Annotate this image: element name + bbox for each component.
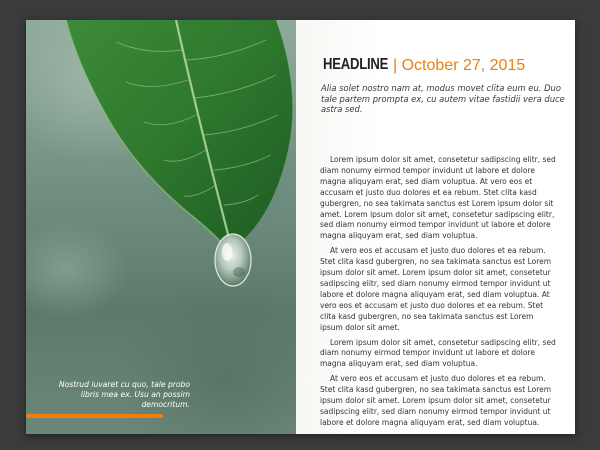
- photo-caption: Nostrud iuvaret cu quo, tale probo libris mea ex. Usu an possim democritum.: [58, 380, 190, 409]
- leaf-photo: [26, 20, 296, 434]
- brochure-page: [26, 20, 575, 434]
- article-intro: Alia solet nostro nam at, modus movet clita eum eu. Duo tale partem prompta ex, cu autem vitae fastidii vera duce astra sed.: [321, 83, 565, 115]
- leaf-with-water-drop-image: [26, 20, 296, 434]
- body-paragraph: Lorem ipsum dolor sit amet, consetetur sadipscing elitr, sed diam nonumy eirmod tempor invidunt ut labore et dolore magna aliquyam erat, sed diam voluptua.: [320, 337, 556, 369]
- body-paragraph: Lorem ipsum dolor sit amet, consetetur sadipscing elitr, sed diam nonumy eirmod tempor invidunt ut labore et dolore magna aliquyam erat, sed diam voluptua. At vero eos et accusam et justo duo dolores et ea rebum. Stet clita kasd gubergren, no sea takimata sanctus est Lorem ipsum dolor sit amet. Lorem ipsum dolor sit amet, consetetur sadipscing elitr, sed diam nonumy eirmod tempor invidunt ut labore et dolore magna aliquyam erat, sed diam voluptua.: [320, 155, 556, 241]
- headline: HEADLINE: [323, 56, 389, 73]
- caption-accent-bar: [26, 414, 163, 418]
- headline-row: [323, 56, 526, 74]
- article-column: [296, 20, 575, 434]
- body-paragraph: At vero eos et accusam et justo duo dolores et ea rebum. Stet clita kasd gubergren, no sea takimata sanctus est Lorem ipsum dolor sit amet. Lorem ipsum dolor sit amet, consetetur sadipscing elitr, sed diam nonumy eirmod tempor invidunt ut labore et dolore magna aliquyam erat, sed diam voluptua. At vero eos et accusam et justo duo dolores et ea rebum. Stet clita kasd gubergren, no sea takimata sanctus est Lorem ipsum dolor sit amet.: [320, 246, 552, 332]
- body-paragraph: At vero eos et accusam et justo duo dolores et ea rebum. Stet clita kasd gubergren, no sea takimata sanctus est Lorem ipsum dolor sit amet. Lorem ipsum dolor sit amet, consetetur sadipscing elitr, sed diam nonumy eirmod tempor invidunt ut labore et dolore magna aliquyam erat, sed diam voluptua.: [320, 374, 552, 427]
- article-date: | October 27, 2015: [393, 57, 526, 74]
- article-body: [320, 155, 558, 433]
